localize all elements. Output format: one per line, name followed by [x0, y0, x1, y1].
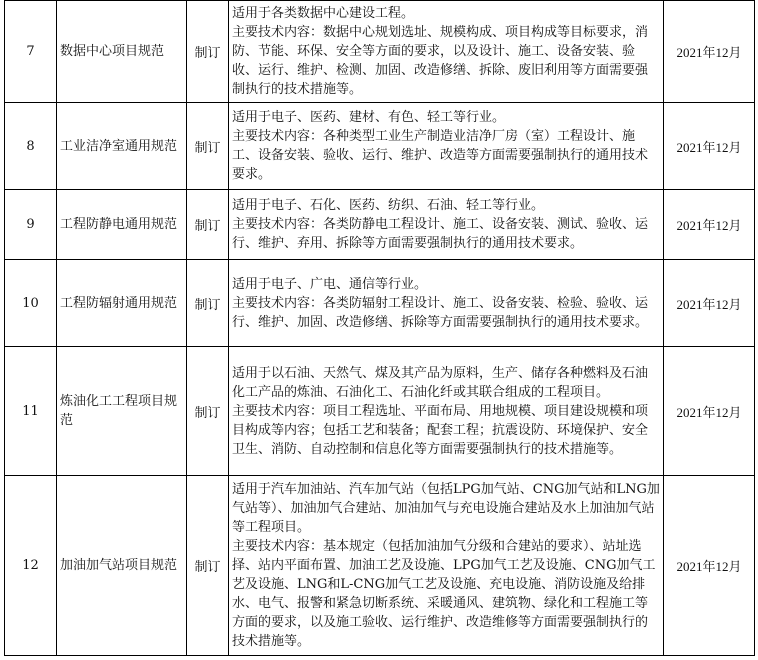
- spec-name: 数据中心项目规范: [57, 1, 187, 103]
- revision-type: 制订: [187, 260, 229, 347]
- spec-description: [229, 103, 664, 190]
- spec-name: 炼油化工工程项目规范: [57, 347, 187, 476]
- revision-type: 制订: [187, 190, 229, 260]
- table-row: [5, 1, 755, 103]
- technical-content-text: 主要技术内容：各类防辐射工程设计、施工、设备安装、检验、验收、运行、维护、加固、改造修缮、拆除等方面需要强制执行的通用技术要求。: [232, 295, 649, 330]
- row-number: 8: [5, 103, 57, 190]
- table-row: [5, 476, 755, 656]
- completion-date: 2021年12月: [664, 103, 755, 190]
- scope-text: 适用于电子、石化、医药、纺织、石油、轻工等行业。: [232, 198, 545, 213]
- table-row: [5, 190, 755, 260]
- spec-description: [229, 476, 664, 656]
- scope-text: 适用于电子、广电、通信等行业。: [232, 276, 428, 292]
- technical-content-text: 主要技术内容：各类防静电工程设计、施工、设备安装、测试、验收、运行、维护、弃用、拆除等方面需要强制执行的通用技术要求。: [232, 217, 649, 251]
- table-row: [5, 103, 755, 190]
- spec-name: 工程防静电通用规范: [57, 190, 187, 260]
- scope-text: 适用于各类数据中心建设工程。: [232, 6, 415, 21]
- table-row: [5, 260, 755, 347]
- revision-type: 制订: [187, 103, 229, 190]
- row-number: 12: [5, 476, 57, 656]
- scope-text: 适用于电子、医药、建材、有色、轻工等行业。: [232, 110, 506, 125]
- row-number: 9: [5, 190, 57, 260]
- row-number: 7: [5, 1, 57, 103]
- completion-date: 2021年12月: [664, 1, 755, 103]
- technical-content-text: 主要技术内容：基本规定（包括加油加气分级和合建站的要求）、站址选择、站内平面布置、加油工艺及设施、LPG加气工艺及设施、CNG加气工艺及设施、LNG和L-CNG加气工艺及设施、充电设施、消防设施及给排水、电气、报警和紧急切断系统、采暖通风、建筑物、绿化和工程施工等方面的要求，以及施工验收、运行维护、改造维修等方面需要强制执行的技术措施等。: [232, 539, 656, 649]
- standards-table: [4, 0, 755, 656]
- table-row: [5, 347, 755, 476]
- spec-name: 加油加气站项目规范: [57, 476, 187, 656]
- spec-description: [229, 1, 664, 103]
- technical-content-text: 主要技术内容：项目工程选址、平面布局、用地规模、项目建设规模和项目构成等内容；包括工艺和装备；配套工程；抗震设防、环境保护、安全卫生、消防、自动控制和信息化等方面需要强制执行的技术措施等。: [232, 403, 649, 457]
- revision-type: 制订: [187, 347, 229, 476]
- completion-date: 2021年12月: [664, 476, 755, 656]
- spec-description: [229, 260, 664, 347]
- completion-date: 2021年12月: [664, 347, 755, 476]
- spec-name: 工业洁净室通用规范: [57, 103, 187, 190]
- spec-description: [229, 347, 664, 476]
- scope-text: 适用于汽车加油站、汽车加气站（包括LPG加气站、CNG加气站和LNG加气站等）、加油加气合建站、加油加气与充电设施合建站及水上加油加气站等工程项目。: [232, 482, 660, 535]
- row-number: 11: [5, 347, 57, 476]
- row-number: 10: [5, 260, 57, 347]
- technical-content-text: 主要技术内容：数据中心规划选址、规模构成、项目构成等目标要求，消防、节能、环保、安全等方面的要求，以及设计、施工、设备安装、验收、运行、维护、检测、加固、改造修缮、拆除、废旧利用等方面需要强制执行的技术措施等。: [232, 25, 649, 97]
- table-body: [5, 1, 755, 656]
- technical-content-text: 主要技术内容：各种类型工业生产制造业洁净厂房（室）工程设计、施工、设备安装、验收、运行、维护、改造等方面需要强制执行的通用技术要求。: [232, 129, 649, 182]
- completion-date: 2021年12月: [664, 260, 755, 347]
- revision-type: 制订: [187, 476, 229, 656]
- completion-date: 2021年12月: [664, 190, 755, 260]
- spec-description: [229, 190, 664, 260]
- spec-name: 工程防辐射通用规范: [57, 260, 187, 347]
- scope-text: 适用于以石油、天然气、煤及其产品为原料，生产、储存各种燃料及石油化工产品的炼油、石油化工、石油化纤或其联合组成的工程项目。: [232, 365, 649, 400]
- revision-type: 制订: [187, 1, 229, 103]
